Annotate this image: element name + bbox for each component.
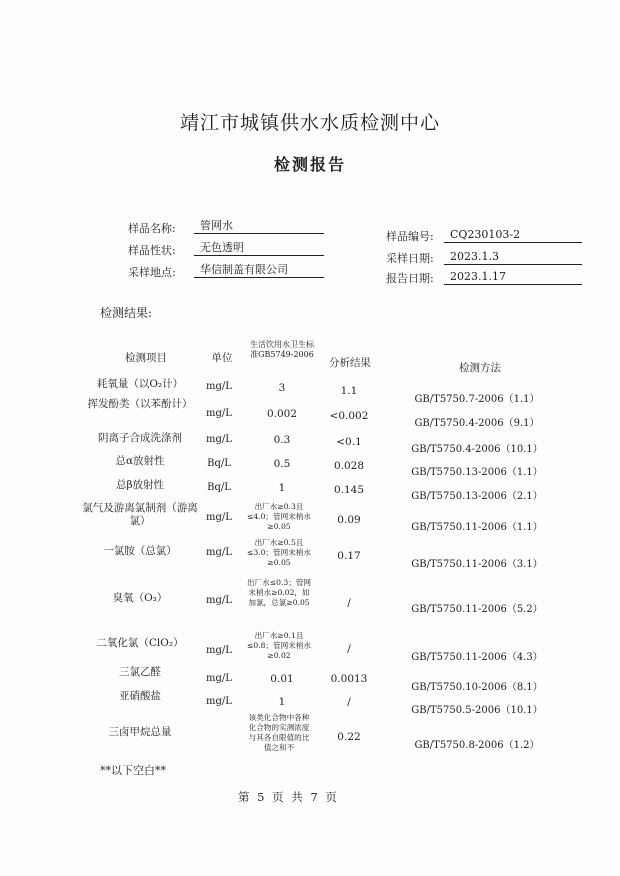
item-method: GB/T5750.4-2006（10.1） [411, 444, 543, 455]
sample-no-value: CQ230103-2 [444, 227, 582, 243]
sampling-date-value: 2023.1.3 [444, 249, 582, 265]
item-name: 挥发酚类（以苯酚计） [87, 398, 193, 410]
item-result: 0.22 [337, 731, 361, 743]
header-standard: 生活饮用水卫生标准GB5749-2006 [250, 340, 314, 359]
item-unit: mg/L [206, 673, 232, 684]
item-unit: Bq/L [207, 458, 231, 469]
sampling-location-value: 华信制盖有限公司 [194, 262, 324, 278]
item-standard: 0.3 [273, 434, 291, 446]
header-item: 检测项目 [125, 352, 167, 364]
item-unit: mg/L [206, 512, 232, 523]
item-standard: 0.01 [270, 673, 294, 685]
item-name: 阴离子合成洗涤剂 [98, 432, 182, 444]
item-standard: 1 [278, 482, 286, 494]
item-method: GB/T5750.13-2006（1.1） [411, 467, 543, 478]
item-unit: mg/L [206, 595, 232, 606]
item-result: 1.1 [340, 385, 358, 397]
item-standard: 3 [278, 382, 286, 394]
header-result: 分析结果 [329, 357, 371, 369]
page-indicator: 第 5 页 共 7 页 [238, 790, 339, 804]
item-result: <0.1 [336, 436, 362, 448]
item-result: 0.028 [333, 460, 365, 472]
item-unit: mg/L [206, 408, 232, 419]
item-result: / [347, 643, 351, 655]
item-result: / [347, 696, 351, 708]
item-result: / [347, 597, 351, 609]
item-method: GB/T5750.11-2006（1.1） [411, 522, 543, 533]
report-title: 检测报告 [273, 155, 346, 174]
item-result: 0.09 [337, 514, 361, 526]
sample-property-value: 无色透明 [194, 240, 324, 256]
item-name: 二氧化氯（ClO₂） [96, 637, 184, 649]
header-unit: 单位 [211, 352, 233, 364]
item-name: 总β放射性 [115, 479, 165, 491]
item-method: GB/T5750.8-2006（1.2） [414, 740, 540, 751]
sampling-location-label: 采样地点: [128, 266, 176, 279]
header-method: 检测方法 [459, 362, 501, 374]
item-method: GB/T5750.11-2006（4.3） [411, 652, 543, 663]
item-method: GB/T5750.7-2006（1.1） [414, 394, 540, 405]
item-result: 0.0013 [330, 673, 368, 685]
item-method: GB/T5750.11-2006（5.2） [411, 604, 543, 615]
item-result: 0.145 [333, 484, 365, 496]
item-name: 亚硝酸盐 [119, 690, 161, 702]
item-name: 三氯乙醛 [119, 666, 161, 678]
item-unit: mg/L [206, 645, 232, 656]
results-label: 检测结果: [100, 306, 153, 320]
item-result: <0.002 [329, 410, 369, 422]
item-name: 耗氧量（以O₂计） [96, 378, 184, 390]
item-name: 氯气及游离氯制剂（游离氯） [82, 502, 198, 527]
item-standard: 0.5 [273, 458, 291, 470]
item-standard: 0.002 [266, 408, 298, 420]
item-standard: 出厂水≤0.3；管网末梢水≥0.02，如加氯，总氯≥0.05 [246, 578, 311, 607]
item-standard: 出厂水≥0.1且≤0.8；管网末梢水≥0.02 [246, 631, 311, 660]
item-unit: Bq/L [207, 482, 231, 493]
item-method: GB/T5750.5-2006（10.1） [411, 705, 543, 716]
organization-name: 靖江市城镇供水水质检测中心 [179, 112, 440, 134]
sample-name-label: 样品名称: [128, 222, 176, 235]
item-standard: 出厂水≥0.3且≤4.0；管网末梢水≥0.05 [246, 502, 311, 531]
item-unit: mg/L [206, 547, 232, 558]
item-unit: mg/L [206, 434, 232, 445]
report-date-label: 报告日期: [386, 272, 434, 285]
item-name: 一氯胺（总氯） [103, 545, 177, 557]
item-standard: 出厂水≥0.5且≤3.0；管网末梢水≥0.05 [246, 538, 311, 567]
item-method: GB/T5750.4-2006（9.1） [414, 418, 540, 429]
item-unit: mg/L [206, 696, 232, 707]
item-method: GB/T5750.11-2006（3.1） [411, 559, 543, 570]
item-method: GB/T5750.13-2006（2.1） [411, 491, 543, 502]
item-method: GB/T5750.10-2006（8.1） [411, 682, 543, 693]
report-date-value: 2023.1.17 [444, 269, 582, 285]
sample-name-value: 管网水 [194, 218, 324, 234]
item-name: 臭氧（O₃） [112, 592, 168, 604]
item-result: 0.17 [337, 550, 361, 562]
sample-no-label: 样品编号: [386, 230, 434, 243]
item-name: 总α放射性 [115, 455, 165, 467]
end-note: **以下空白** [100, 764, 166, 777]
item-unit: mg/L [206, 381, 232, 392]
sampling-date-label: 采样日期: [386, 252, 434, 265]
item-name: 三卤甲烷总量 [108, 726, 172, 738]
item-standard: 1 [278, 696, 286, 708]
sample-property-label: 样品性状: [128, 244, 176, 257]
item-standard: 该类化合物中各种化合物的实测浓度与其各自限值的比值之和不 [248, 713, 310, 752]
